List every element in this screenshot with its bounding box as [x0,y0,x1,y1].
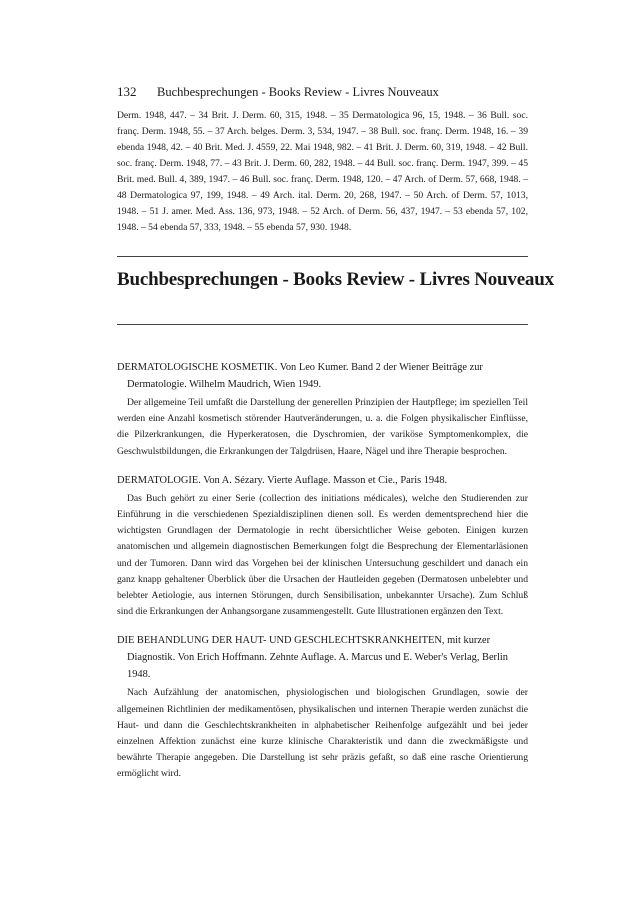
page [117,84,554,783]
page-number: 132 [117,84,137,99]
section-bottom-rule [117,324,528,325]
running-head [117,84,528,104]
running-title: Buchbesprechungen - Books Review - Livres Nouveaux [157,85,439,99]
review-dermatologie [117,472,528,621]
review-body: Das Buch gehört zu einer Serie (collection des initiations médicales), welche den Studierenden zur Einführung in die verschiedenen Spezialdisziplinen dienen soll. Es werden dementsprechend hier die wichtigsten Grundlagen der Dermatologie in recht übersichtlicher Weise geboten. Einigen kurzen anatomischen und allgemein diagnostischen Bemerkungen folgt die Besprechung der Elementarläsionen und der Tumoren. Dann wird das Vorgehen bei der klinischen Untersuchung geschildert und danach ein ganz knapp gehaltener Überblick über die Ursachen der Hautleiden gegeben (Dermatosen unbelebter und belebter Aetiologie, aus internen Störungen, durch Sensibilisation, unbekannter Ursache). Zum Schluß sind die Erkrankungen der Anhangsorgane zusammengestellt. Gute Illustrationen ergänzen den Text. [117,492,528,618]
references-paragraph: Derm. 1948, 447. – 34 Brit. J. Derm. 60, 315, 1948. – 35 Dermatologica 96, 15, 1948. – 36 Bull. soc. franç. Derm. 1948, 55. – 37 Arch. belges. Derm. 3, 534, 1947. – 38 Bull. soc. franç. Derm. 1948, 16. – 39 ebenda 1948, 42. – 40 Brit. Med. J. 4559, 22. Mai 1948, 982. – 41 Brit. J. Derm. 60, 319, 1948. – 42 Bull. soc. franç. Derm. 1948, 77. – 43 Brit. J. Derm. 60, 282, 1948. – 44 Bull. soc. franç. Derm. 1947, 399. – 45 Brit. med. Bull. 4, 389, 1947. – 46 Bull. soc. franç. Derm. 1948, 120. – 47 Arch. of Derm. 57, 668, 1948. – 48 Dermatologica 97, 199, 1948. – 49 Arch. ital. Derm. 20, 268, 1947. – 50 Arch. of Derm. 57, 1013, 1948. – 51 J. amer. Med. Ass. 136, 973, 1948. – 52 Arch. of Derm. 56, 437, 1947. – 53 ebenda 57, 102, 1948. – 54 ebenda 57, 333, 1948. – 55 ebenda 57, 930. 1948. [117,110,528,233]
review-heading: DERMATOLOGISCHE KOSMETIK. Von Leo Kumer. Band 2 der Wiener Beiträge zur Dermatologie. Wilhelm Maudrich, Wien 1949. [117,362,483,390]
section-top-rule [117,256,528,257]
section-title: Buchbesprechungen - Books Review - Livres Nouveaux [117,269,554,290]
review-kosmetik [117,359,528,460]
review-body: Der allgemeine Teil umfaßt die Darstellung der generellen Prinzipien der Hautpflege; im speziellen Teil werden eine Anzahl kosmetisch störender Hautveränderungen, u. a. die Folgen physikalischer Einflüsse, die Pilzerkrankungen, die Hyperkeratosen, die Dyschromien, der variköse Symptomenkomplex, die Geschwulstbildungen, die Erkrankungen der Talgdrüsen, Haare, Nägel und ihre Therapie besprochen. [117,397,528,457]
review-heading: DERMATOLOGIE. Von A. Sézary. Vierte Auflage. Masson et Cie., Paris 1948. [117,474,448,486]
review-body: Nach Aufzählung der anatomischen, physiologischen und biologischen Grundlagen, sowie der allgemeinen Richtlinien der medikamentösen, physikalischen und internen Therapie werden zunächst die Haut- und dann die Geschlechtskrankheiten in alphabetischer Reihenfolge aufgezählt und bei jeder einzelnen Affektion zunächst eine kurze klinische Charakteristik und dann die zweckmäßigste und bewährte Therapie angegeben. Die Darstellung ist sehr präzis gefaßt, so daß eine rasche Orientierung ermöglicht wird. [117,687,528,780]
review-heading: DIE BEHANDLUNG DER HAUT- UND GESCHLECHTSKRANKHEITEN, mit kurzer Diagnostik. Von Erich Hoffmann. Zehnte Auflage. A. Marcus und E. Weber's Verlag, Berlin 1948. [117,635,508,681]
review-behandlung [117,632,528,782]
